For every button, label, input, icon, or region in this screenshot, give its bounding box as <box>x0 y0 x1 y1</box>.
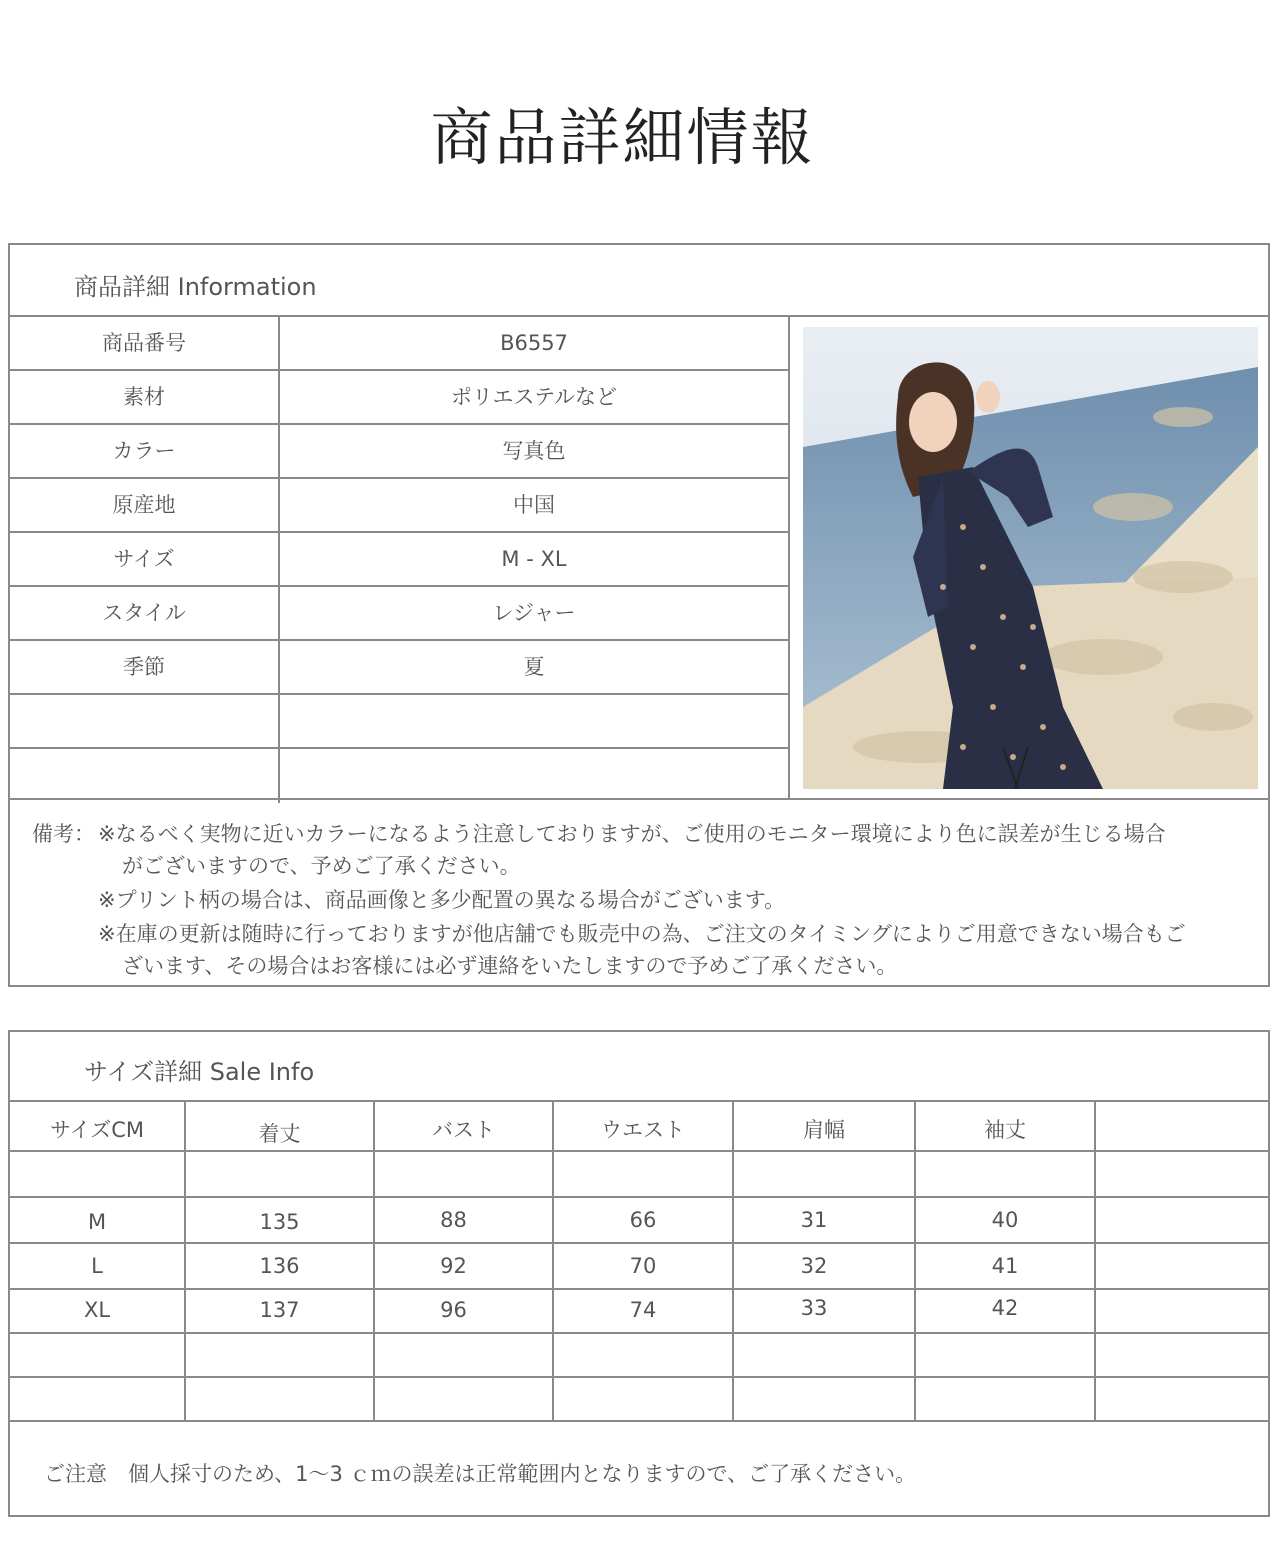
size-cell: 41 <box>991 1254 1019 1278</box>
size-section-title: サイズ詳細 Sale Info <box>84 1058 315 1086</box>
info-value: M - XL <box>501 547 567 571</box>
size-cell: 136 <box>259 1254 300 1278</box>
info-key: 原産地 <box>10 479 280 531</box>
size-cell: 40 <box>991 1208 1019 1232</box>
size-table-rule <box>10 1196 1268 1198</box>
notes-area <box>10 798 1268 985</box>
info-key: スタイル <box>10 587 280 639</box>
size-cell: 31 <box>800 1208 828 1232</box>
info-row <box>10 533 788 587</box>
size-col-header: サイズCM <box>49 1118 145 1142</box>
size-table-rule <box>10 1376 1268 1378</box>
info-value: ポリエステルなど <box>450 385 618 409</box>
size-col-header: 着丈 <box>258 1122 301 1146</box>
size-table-col-rule <box>1094 1102 1096 1420</box>
info-key <box>10 695 280 747</box>
info-value: B6557 <box>500 331 568 355</box>
info-row <box>10 425 788 479</box>
size-cell: 92 <box>440 1254 467 1278</box>
size-cell: 137 <box>259 1298 300 1322</box>
size-cell: 88 <box>440 1208 467 1232</box>
page-title: 商品詳細情報 <box>430 101 815 174</box>
size-col-header: 肩幅 <box>803 1118 845 1142</box>
size-table-rule <box>10 1150 1268 1152</box>
info-row <box>10 479 788 533</box>
size-cell: 32 <box>800 1254 828 1278</box>
info-row <box>10 371 788 425</box>
info-value: 写真色 <box>502 439 566 463</box>
info-value: 中国 <box>513 493 555 517</box>
photo-divider <box>788 317 790 800</box>
size-table-rule <box>10 1288 1268 1290</box>
notes-label: 備考： <box>32 822 95 846</box>
size-table-rule <box>10 1332 1268 1334</box>
size-cell: 70 <box>629 1254 657 1278</box>
info-row-empty <box>10 695 788 749</box>
info-row <box>10 641 788 695</box>
info-key: 商品番号 <box>10 317 280 369</box>
size-section-header <box>10 1032 1268 1102</box>
size-cell: 135 <box>259 1210 300 1234</box>
info-row-empty <box>10 749 788 803</box>
note-line: ※プリント柄の場合は、商品画像と多少配置の異なる場合がございます。 <box>98 888 786 912</box>
size-cell: L <box>91 1254 103 1278</box>
size-cell: M <box>87 1210 107 1234</box>
info-section-header <box>10 245 1268 317</box>
info-section-title: 商品詳細 Information <box>74 273 317 301</box>
size-col-header: ウエスト <box>601 1118 685 1142</box>
size-cell: 42 <box>991 1296 1019 1320</box>
info-key <box>10 749 280 803</box>
size-table-rule <box>10 1242 1268 1244</box>
product-photo-image <box>803 327 1258 789</box>
info-value <box>280 695 788 747</box>
info-value <box>280 749 788 803</box>
size-cell: 96 <box>440 1298 467 1322</box>
size-col-header: バスト <box>432 1118 495 1142</box>
info-key: カラー <box>10 425 280 477</box>
info-value: レジャー <box>492 601 576 625</box>
product-photo <box>803 327 1258 789</box>
note-line: ざいます、その場合はお客様には必ず連絡をいたしますので予めご了承ください。 <box>122 954 898 978</box>
info-row <box>10 587 788 641</box>
size-info-section <box>8 1030 1270 1517</box>
info-row <box>10 317 788 371</box>
note-line: ※なるべく実物に近いカラーになるよう注意しておりますが、ご使用のモニター環境により色に誤差が生じる場合 <box>98 822 1166 846</box>
size-cell: XL <box>83 1298 111 1322</box>
note-line: がございますので、予めご了承ください。 <box>122 854 521 878</box>
info-key: 季節 <box>10 641 280 693</box>
info-key: 素材 <box>10 371 280 423</box>
product-info-section <box>8 243 1270 987</box>
size-table-rule <box>10 1420 1268 1422</box>
size-caution-note: ご注意 個人採寸のため、1～3 ｃｍの誤差は正常範囲内となりますので、ご了承ください。 <box>44 1462 917 1486</box>
size-col-header: 袖丈 <box>984 1118 1026 1142</box>
size-cell: 33 <box>800 1296 828 1320</box>
note-line: ※在庫の更新は随時に行っておりますが他店舗でも販売中の為、ご注文のタイミングによりご用意できない場合もご <box>98 922 1186 946</box>
size-cell: 66 <box>629 1208 657 1232</box>
info-key: サイズ <box>10 533 280 585</box>
info-value: 夏 <box>523 655 545 679</box>
size-cell: 74 <box>629 1298 657 1322</box>
